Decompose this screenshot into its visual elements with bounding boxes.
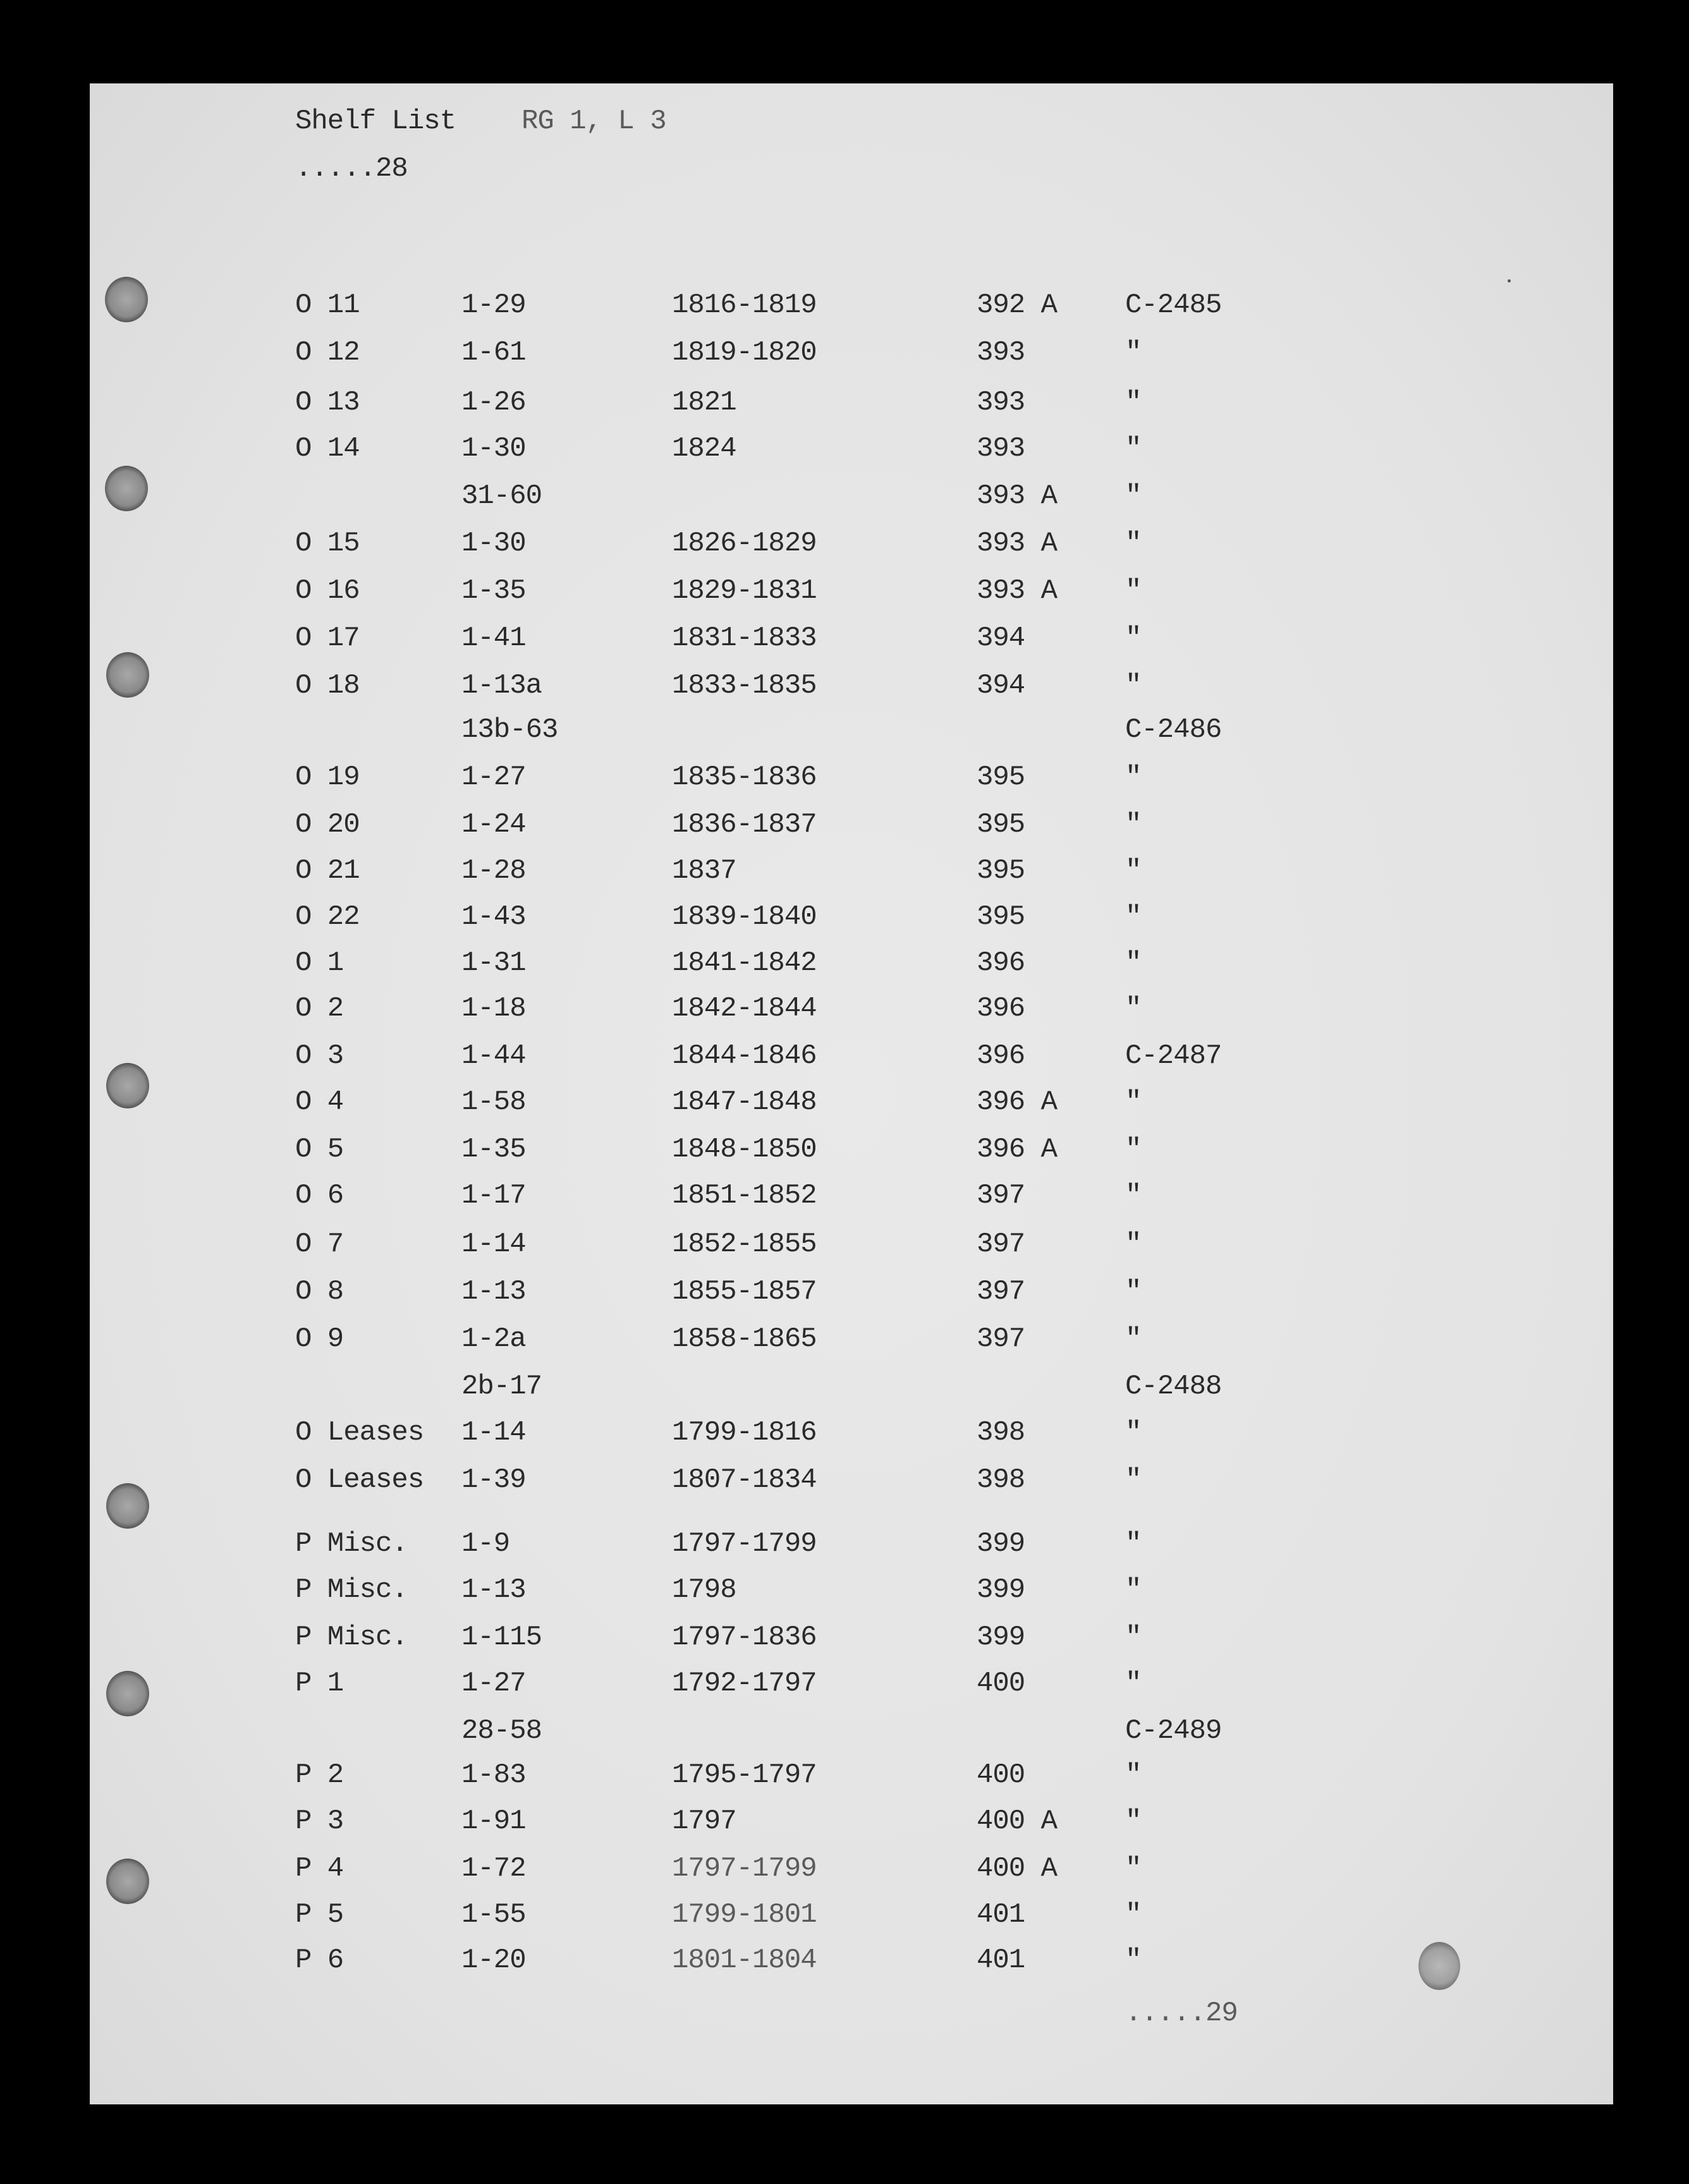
- reel-cell: ": [1125, 761, 1142, 793]
- dates-cell: 1797: [672, 1805, 736, 1837]
- items-cell: 1-20: [461, 1944, 526, 1976]
- box-cell: 393 A: [977, 528, 1058, 559]
- reel-cell: ": [1125, 993, 1142, 1024]
- box-cell: 396: [977, 947, 1025, 979]
- items-cell: 1-27: [461, 1668, 526, 1699]
- items-cell: 1-43: [461, 901, 526, 933]
- punch-hole-icon: [106, 1063, 149, 1108]
- items-cell: 1-14: [461, 1417, 526, 1448]
- series-cell: P 3: [295, 1805, 344, 1837]
- reel-cell: ": [1125, 1668, 1142, 1699]
- series-cell: O Leases: [295, 1464, 424, 1496]
- dates-cell: 1858-1865: [672, 1323, 817, 1355]
- reel-cell: ": [1125, 1417, 1142, 1448]
- series-cell: O 17: [295, 622, 360, 654]
- box-cell: 393: [977, 337, 1025, 368]
- reel-cell: ": [1125, 528, 1142, 559]
- series-cell: O 19: [295, 761, 360, 793]
- reel-cell: ": [1125, 1622, 1142, 1653]
- series-cell: O 5: [295, 1134, 344, 1165]
- dates-cell: 1852-1855: [672, 1228, 817, 1260]
- punch-hole-icon: [106, 1859, 149, 1904]
- dates-cell: 1855-1857: [672, 1276, 817, 1307]
- reel-cell: ": [1125, 1228, 1142, 1260]
- items-cell: 1-72: [461, 1853, 526, 1884]
- series-cell: O 11: [295, 289, 360, 321]
- continued-to-page: .....29: [1125, 1998, 1238, 2029]
- dates-cell: 1842-1844: [672, 993, 817, 1024]
- dates-cell: 1799-1801: [672, 1899, 817, 1931]
- reel-cell: ": [1125, 1464, 1142, 1496]
- box-cell: 393 A: [977, 480, 1058, 512]
- punch-hole-icon: [105, 466, 148, 511]
- box-cell: 400 A: [977, 1853, 1058, 1884]
- series-cell: P Misc.: [295, 1528, 408, 1560]
- box-cell: 395: [977, 761, 1025, 793]
- continued-from-page: .....28: [295, 153, 408, 185]
- series-cell: O 21: [295, 855, 360, 887]
- document-page: [90, 83, 1613, 2104]
- box-cell: 399: [977, 1622, 1025, 1653]
- box-cell: 399: [977, 1574, 1025, 1606]
- box-cell: 399: [977, 1528, 1025, 1560]
- items-cell: 1-44: [461, 1040, 526, 1072]
- reel-cell: ": [1125, 947, 1142, 979]
- dates-cell: 1841-1842: [672, 947, 817, 979]
- items-cell: 1-9: [461, 1528, 510, 1560]
- reel-cell: ": [1125, 1853, 1142, 1884]
- items-cell: 1-30: [461, 528, 526, 559]
- series-cell: O 16: [295, 575, 360, 607]
- dates-cell: 1848-1850: [672, 1134, 817, 1165]
- reel-cell: ": [1125, 480, 1142, 512]
- reel-cell: C-2488: [1125, 1371, 1222, 1402]
- items-cell: 1-31: [461, 947, 526, 979]
- items-cell: 1-39: [461, 1464, 526, 1496]
- box-cell: 400: [977, 1668, 1025, 1699]
- series-cell: O 1: [295, 947, 344, 979]
- reel-cell: ": [1125, 670, 1142, 701]
- punch-hole-icon: [105, 277, 148, 322]
- box-cell: 395: [977, 901, 1025, 933]
- dates-cell: 1829-1831: [672, 575, 817, 607]
- items-cell: 1-18: [461, 993, 526, 1024]
- box-cell: 400 A: [977, 1805, 1058, 1837]
- series-cell: O 2: [295, 993, 344, 1024]
- items-cell: 1-29: [461, 289, 526, 321]
- series-cell: P 6: [295, 1944, 344, 1976]
- document-title: Shelf List: [295, 106, 456, 137]
- items-cell: 1-13a: [461, 670, 542, 701]
- reel-cell: C-2489: [1125, 1715, 1222, 1747]
- box-cell: 397: [977, 1276, 1025, 1307]
- reel-cell: C-2485: [1125, 289, 1222, 321]
- items-cell: 1-55: [461, 1899, 526, 1931]
- items-cell: 1-28: [461, 855, 526, 887]
- box-cell: 393: [977, 433, 1025, 464]
- reel-cell: ": [1125, 855, 1142, 887]
- box-cell: 398: [977, 1417, 1025, 1448]
- items-cell: 1-27: [461, 761, 526, 793]
- series-cell: O 3: [295, 1040, 344, 1072]
- items-cell: 31-60: [461, 480, 542, 512]
- reel-cell: ": [1125, 575, 1142, 607]
- items-cell: 1-35: [461, 575, 526, 607]
- punch-hole-icon: [1418, 1942, 1460, 1990]
- series-cell: O 22: [295, 901, 360, 933]
- series-cell: O 13: [295, 387, 360, 418]
- punch-hole-icon: [106, 1483, 149, 1529]
- items-cell: 1-30: [461, 433, 526, 464]
- dates-cell: 1839-1840: [672, 901, 817, 933]
- dates-cell: 1824: [672, 433, 736, 464]
- box-cell: 394: [977, 670, 1025, 701]
- reel-cell: ": [1125, 1759, 1142, 1791]
- items-cell: 2b-17: [461, 1371, 542, 1402]
- dates-cell: 1819-1820: [672, 337, 817, 368]
- items-cell: 28-58: [461, 1715, 542, 1747]
- reel-cell: ": [1125, 1086, 1142, 1118]
- box-cell: 398: [977, 1464, 1025, 1496]
- series-cell: O 6: [295, 1180, 344, 1211]
- series-cell: P 1: [295, 1668, 344, 1699]
- reel-cell: ": [1125, 387, 1142, 418]
- dates-cell: 1836-1837: [672, 809, 817, 840]
- reel-cell: ": [1125, 1528, 1142, 1560]
- reel-cell: ": [1125, 1899, 1142, 1931]
- reel-cell: ": [1125, 622, 1142, 654]
- series-cell: O 15: [295, 528, 360, 559]
- box-cell: 393: [977, 387, 1025, 418]
- dates-cell: 1798: [672, 1574, 736, 1606]
- series-cell: O 8: [295, 1276, 344, 1307]
- series-cell: O 14: [295, 433, 360, 464]
- items-cell: 1-41: [461, 622, 526, 654]
- dates-cell: 1797-1836: [672, 1622, 817, 1653]
- dates-cell: 1826-1829: [672, 528, 817, 559]
- series-cell: O 9: [295, 1323, 344, 1355]
- items-cell: 1-13: [461, 1574, 526, 1606]
- speck-mark: [1508, 279, 1511, 282]
- box-cell: 401: [977, 1944, 1025, 1976]
- series-cell: O 20: [295, 809, 360, 840]
- reel-cell: ": [1125, 1276, 1142, 1307]
- record-group-label: RG 1, L 3: [521, 106, 666, 137]
- series-cell: P 4: [295, 1853, 344, 1884]
- series-cell: P Misc.: [295, 1574, 408, 1606]
- box-cell: 396: [977, 1040, 1025, 1072]
- reel-cell: ": [1125, 1323, 1142, 1355]
- items-cell: 13b-63: [461, 714, 558, 746]
- dates-cell: 1801-1804: [672, 1944, 817, 1976]
- series-cell: P 5: [295, 1899, 344, 1931]
- items-cell: 1-14: [461, 1228, 526, 1260]
- reel-cell: ": [1125, 1805, 1142, 1837]
- dates-cell: 1837: [672, 855, 736, 887]
- series-cell: O Leases: [295, 1417, 424, 1448]
- dates-cell: 1807-1834: [672, 1464, 817, 1496]
- items-cell: 1-35: [461, 1134, 526, 1165]
- box-cell: 395: [977, 809, 1025, 840]
- dates-cell: 1821: [672, 387, 736, 418]
- box-cell: 394: [977, 622, 1025, 654]
- series-cell: P Misc.: [295, 1622, 408, 1653]
- punch-hole-icon: [106, 1671, 149, 1716]
- dates-cell: 1847-1848: [672, 1086, 817, 1118]
- series-cell: O 12: [295, 337, 360, 368]
- box-cell: 396 A: [977, 1086, 1058, 1118]
- box-cell: 396: [977, 993, 1025, 1024]
- reel-cell: ": [1125, 809, 1142, 840]
- reel-cell: ": [1125, 1944, 1142, 1976]
- box-cell: 396 A: [977, 1134, 1058, 1165]
- dates-cell: 1833-1835: [672, 670, 817, 701]
- items-cell: 1-91: [461, 1805, 526, 1837]
- reel-cell: C-2486: [1125, 714, 1222, 746]
- reel-cell: ": [1125, 1574, 1142, 1606]
- reel-cell: ": [1125, 337, 1142, 368]
- dates-cell: 1797-1799: [672, 1528, 817, 1560]
- reel-cell: ": [1125, 1180, 1142, 1211]
- items-cell: 1-24: [461, 809, 526, 840]
- dates-cell: 1799-1816: [672, 1417, 817, 1448]
- items-cell: 1-17: [461, 1180, 526, 1211]
- dates-cell: 1844-1846: [672, 1040, 817, 1072]
- items-cell: 1-2a: [461, 1323, 526, 1355]
- reel-cell: ": [1125, 901, 1142, 933]
- box-cell: 397: [977, 1180, 1025, 1211]
- box-cell: 397: [977, 1228, 1025, 1260]
- reel-cell: C-2487: [1125, 1040, 1222, 1072]
- box-cell: 401: [977, 1899, 1025, 1931]
- reel-cell: ": [1125, 1134, 1142, 1165]
- items-cell: 1-58: [461, 1086, 526, 1118]
- series-cell: O 18: [295, 670, 360, 701]
- box-cell: 400: [977, 1759, 1025, 1791]
- items-cell: 1-83: [461, 1759, 526, 1791]
- dates-cell: 1835-1836: [672, 761, 817, 793]
- dates-cell: 1816-1819: [672, 289, 817, 321]
- box-cell: 395: [977, 855, 1025, 887]
- items-cell: 1-13: [461, 1276, 526, 1307]
- series-cell: P 2: [295, 1759, 344, 1791]
- dates-cell: 1851-1852: [672, 1180, 817, 1211]
- dates-cell: 1792-1797: [672, 1668, 817, 1699]
- box-cell: 397: [977, 1323, 1025, 1355]
- box-cell: 392 A: [977, 289, 1058, 321]
- series-cell: O 7: [295, 1228, 344, 1260]
- dates-cell: 1797-1799: [672, 1853, 817, 1884]
- box-cell: 393 A: [977, 575, 1058, 607]
- dates-cell: 1831-1833: [672, 622, 817, 654]
- dates-cell: 1795-1797: [672, 1759, 817, 1791]
- items-cell: 1-26: [461, 387, 526, 418]
- items-cell: 1-61: [461, 337, 526, 368]
- reel-cell: ": [1125, 433, 1142, 464]
- punch-hole-icon: [106, 652, 149, 698]
- series-cell: O 4: [295, 1086, 344, 1118]
- items-cell: 1-115: [461, 1622, 542, 1653]
